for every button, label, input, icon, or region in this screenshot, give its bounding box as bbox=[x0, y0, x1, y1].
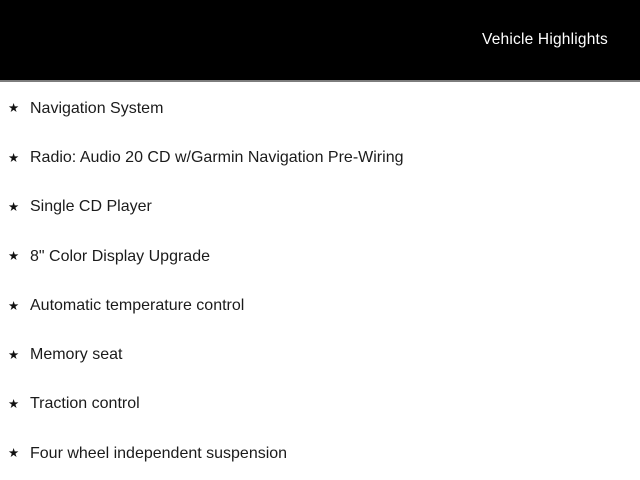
list-item bbox=[8, 133, 640, 182]
list-item-label: Traction control bbox=[30, 395, 140, 413]
star-icon: ★ bbox=[8, 397, 20, 412]
list-item bbox=[8, 232, 640, 281]
list-item-label: Navigation System bbox=[30, 99, 164, 117]
star-icon: ★ bbox=[8, 446, 20, 461]
list-item bbox=[8, 281, 640, 330]
list-item-label: Radio: Audio 20 CD w/Garmin Navigation Pre-Wiring bbox=[30, 148, 404, 166]
list-item-label: Memory seat bbox=[30, 346, 123, 364]
star-icon: ★ bbox=[8, 298, 20, 313]
list-item bbox=[8, 429, 640, 478]
list-item bbox=[8, 84, 640, 133]
star-icon: ★ bbox=[8, 150, 20, 165]
list-item bbox=[8, 330, 640, 379]
list-item-label: Single CD Player bbox=[30, 198, 152, 216]
header-bar bbox=[0, 0, 640, 82]
list-item-label: Four wheel independent suspension bbox=[30, 444, 288, 462]
list-item-label: 8" Color Display Upgrade bbox=[30, 247, 210, 265]
list-item bbox=[8, 380, 640, 429]
page-title: Vehicle Highlights bbox=[482, 31, 608, 48]
star-icon: ★ bbox=[8, 101, 20, 116]
star-icon: ★ bbox=[8, 199, 20, 214]
star-icon: ★ bbox=[8, 347, 20, 362]
list-item bbox=[8, 183, 640, 232]
highlights-list bbox=[0, 82, 640, 478]
star-icon: ★ bbox=[8, 249, 20, 264]
list-item-label: Automatic temperature control bbox=[30, 296, 245, 314]
